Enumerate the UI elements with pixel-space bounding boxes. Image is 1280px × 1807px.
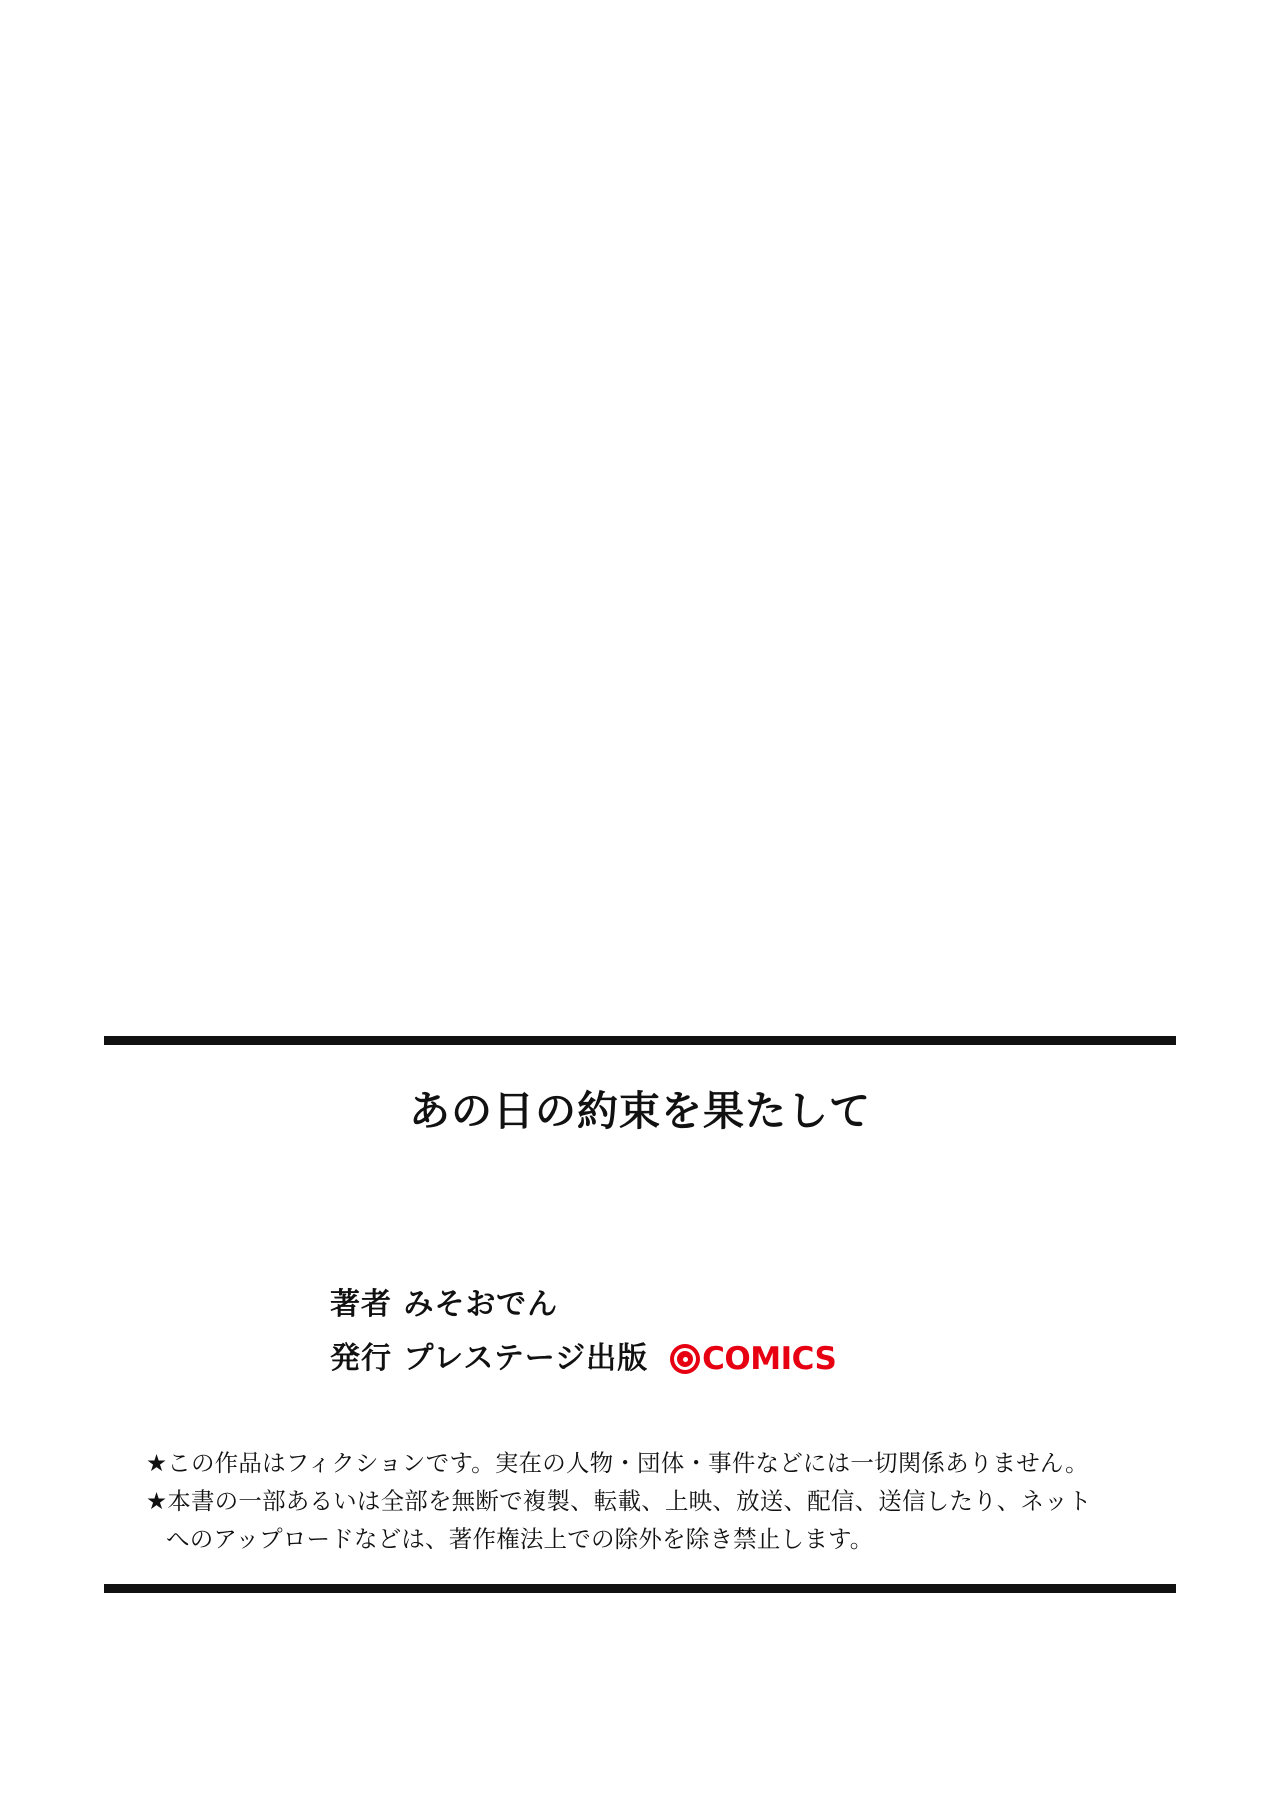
- notice-line-copyright-cont: へのアップロードなどは、著作権法上での除外を除き禁止します。: [166, 1524, 874, 1553]
- divider-bottom: [104, 1584, 1176, 1593]
- credit-value-author: みそおでん: [403, 1287, 559, 1323]
- credit-value-publisher: プレステージ出版: [403, 1340, 649, 1376]
- credit-row-publisher: [330, 1335, 1176, 1382]
- notice-line-copyright: ★本書の一部あるいは全部を無断で複製、転載、上映、放送、配信、送信したり、ネット: [146, 1486, 1092, 1515]
- divider-top: [104, 1036, 1176, 1045]
- credit-row-author: [330, 1282, 1176, 1327]
- notice-line-fiction: ★この作品はフィクションです。実在の人物・団体・事件などには一切関係ありません。: [146, 1448, 1089, 1477]
- credit-label-publisher: 発行: [330, 1340, 404, 1376]
- work-title: あの日の約束を果たして: [409, 1087, 871, 1135]
- credit-label-author: 著者: [330, 1287, 404, 1323]
- legal-notices: [104, 1444, 1176, 1558]
- comics-logo: [670, 1336, 836, 1383]
- colophon-block: [104, 1036, 1176, 1593]
- target-circle-icon: [670, 1344, 700, 1374]
- target-dot: [683, 1357, 688, 1362]
- comics-wordmark: COMICS: [702, 1341, 837, 1378]
- credits-list: [104, 1282, 1176, 1382]
- target-ring: [674, 1348, 696, 1370]
